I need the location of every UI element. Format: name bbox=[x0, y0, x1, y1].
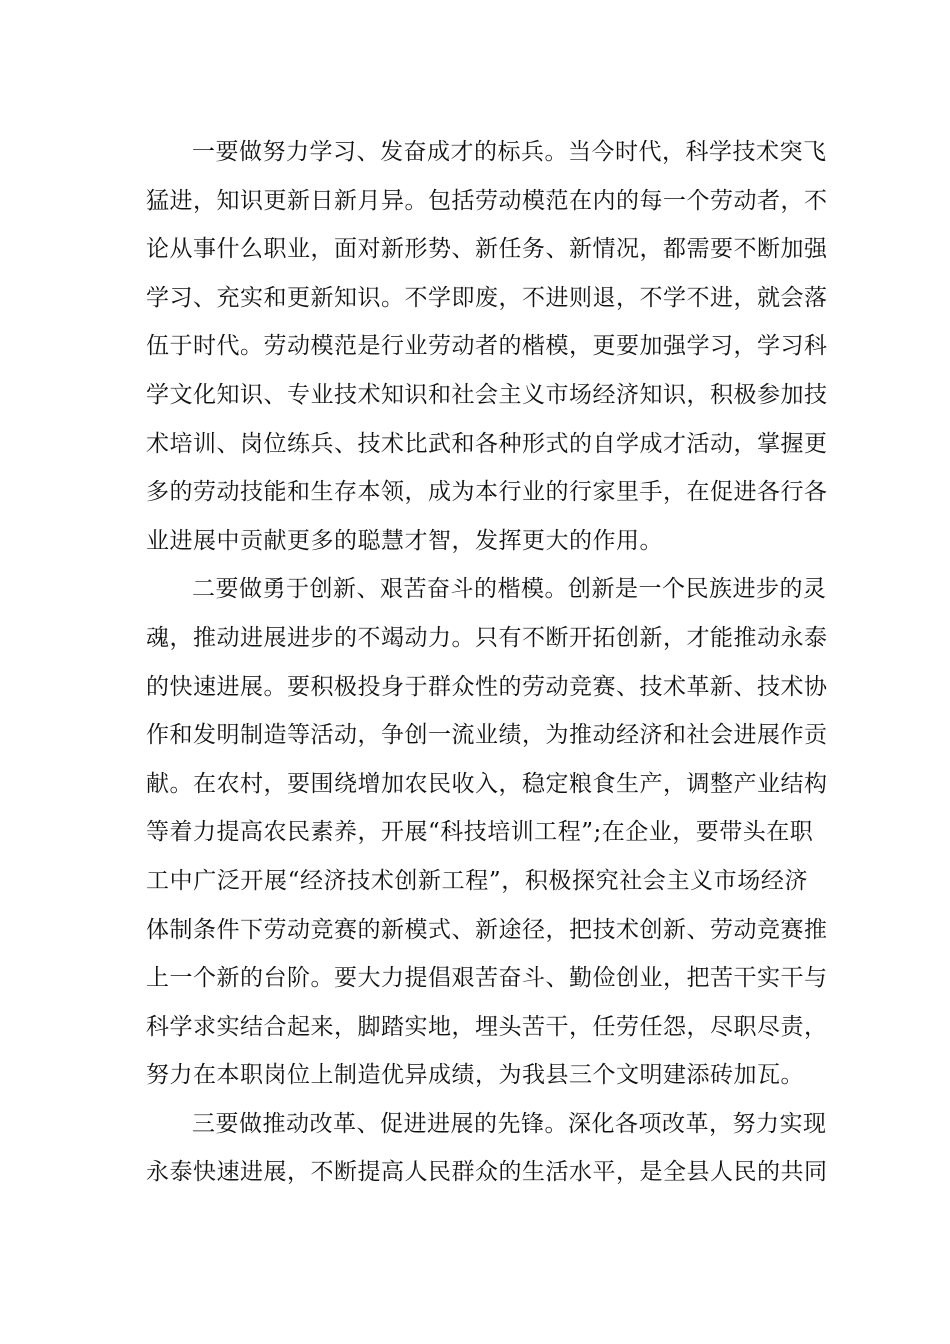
text-line: 学习、充实和更新知识。不学即废，不进则退，不学不进，就会落 bbox=[146, 284, 828, 311]
text-line: 伍于时代。劳动模范是行业劳动者的楷模，更要加强学习，学习科 bbox=[146, 333, 828, 360]
text-line: 一要做努力学习、发奋成才的标兵。当今时代，科学技术突飞 bbox=[192, 139, 827, 165]
text-line: 魂，推动进展进步的不竭动力。只有不断开拓创新，才能推动永泰 bbox=[146, 624, 828, 651]
text-line: 三要做推动改革、促进进展的先锋。深化各项改革，努力实现 bbox=[192, 1110, 827, 1137]
paragraph-3 bbox=[146, 1100, 828, 1197]
text-line: 体制条件下劳动竞赛的新模式、新途径，把技术创新、劳动竞赛推 bbox=[146, 916, 828, 943]
paragraph-2 bbox=[146, 565, 828, 1100]
text-line: 上一个新的台阶。要大力提倡艰苦奋斗、勤俭创业，把苦干实干与 bbox=[146, 965, 828, 992]
text-line: 科学求实结合起来，脚踏实地，埋头苦干，任劳任怨，尽职尽责， bbox=[146, 1013, 828, 1040]
text-line: 术培训、岗位练兵、技术比武和各种形式的自学成才活动，掌握更 bbox=[146, 430, 828, 457]
text-line: 的快速进展。要积极投身于群众性的劳动竞赛、技术革新、技术协 bbox=[146, 673, 828, 700]
text-line: 努力在本职岗位上制造优异成绩，为我县三个文明建添砖加瓦。 bbox=[146, 1062, 804, 1089]
text-line: 永泰快速进展，不断提高人民群众的生活水平，是全县人民的共同 bbox=[146, 1159, 828, 1186]
text-line: 工中广泛开展“经济技术创新工程”，积极探究社会主义市场经济 bbox=[146, 867, 808, 894]
document-body bbox=[146, 128, 828, 1197]
text-line: 二要做勇于创新、艰苦奋斗的楷模。创新是一个民族进步的灵 bbox=[192, 576, 827, 603]
text-line: 多的劳动技能和生存本领，成为本行业的行家里手，在促进各行各 bbox=[146, 479, 828, 506]
text-line: 论从事什么职业，面对新形势、新任务、新情况，都需要不断加强 bbox=[146, 236, 828, 263]
text-line: 等着力提高农民素养，开展“科技培训工程”;在企业，要带头在职 bbox=[146, 819, 814, 846]
paragraph-1 bbox=[146, 128, 828, 565]
text-line: 作和发明制造等活动，争创一流业绩，为推动经济和社会进展作贡 bbox=[146, 722, 828, 749]
text-line: 学文化知识、专业技术知识和社会主义市场经济知识，积极参加技 bbox=[146, 381, 828, 408]
text-line: 献。在农村，要围绕增加农民收入，稳定粮食生产，调整产业结构 bbox=[146, 770, 828, 797]
text-line: 业进展中贡献更多的聪慧才智，发挥更大的作用。 bbox=[146, 527, 663, 554]
text-line: 猛进，知识更新日新月异。包括劳动模范在内的每一个劳动者，不 bbox=[146, 187, 828, 214]
